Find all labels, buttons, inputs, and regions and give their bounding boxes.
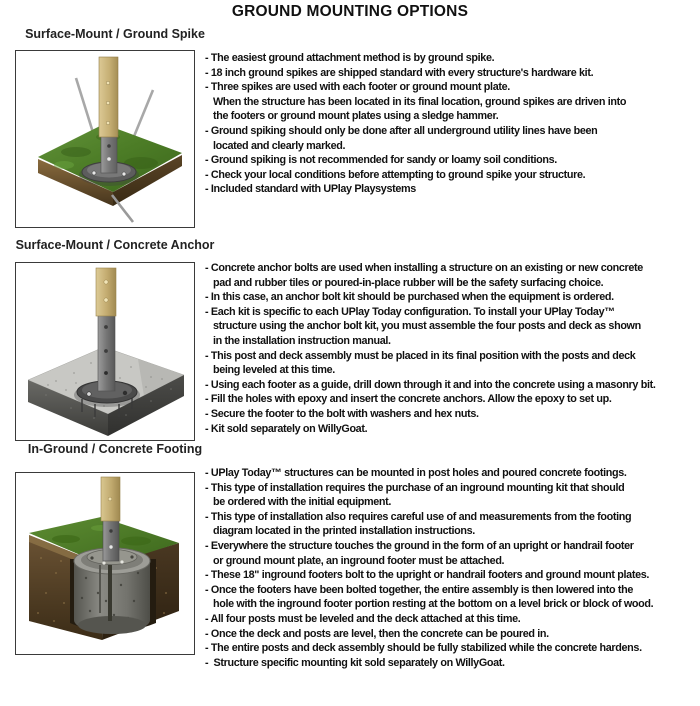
text-line: - Each kit is specific to each UPlay Today configuration. To install your UPlay Today™ xyxy=(205,305,615,318)
ground-spike-image xyxy=(15,50,195,228)
text-line: - This type of installation also requires careful use of and measurements from the footing xyxy=(205,510,632,523)
text-line: - Kit sold separately on WillyGoat. xyxy=(205,422,368,435)
text-line: - Once the footers have been bolted together, the entire assembly is then lowered into the xyxy=(205,583,634,596)
text-line: - In this case, an anchor bolt kit should be purchased when the equipment is ordered. xyxy=(205,291,614,304)
concrete-footing-illustration xyxy=(16,473,194,654)
text-line: diagram located in the printed installation instructions. xyxy=(205,525,475,538)
text-line: - These 18" inground footers bolt to the upright or handrail footers and ground mount plates. xyxy=(205,569,650,582)
text-line: - Concrete anchor bolts are used when installing a structure on an existing or new concrete xyxy=(205,262,643,274)
text-line: - Everywhere the structure touches the ground in the form of an upright or handrail footer xyxy=(205,539,634,552)
text-line: being leveled at this time. xyxy=(205,364,335,377)
text-line: pad and rubber tiles or poured-in-place rubber will be the safety surfacing choice. xyxy=(205,276,604,289)
concrete-anchor-text xyxy=(205,261,700,436)
text-line: - UPlay Today™ structures can be mounted in post holes and poured concrete footings. xyxy=(205,467,627,479)
text-line: - This post and deck assembly must be placed in its final position with the posts and deck xyxy=(205,349,636,362)
section-heading-concrete-footing: In-Ground / Concrete Footing xyxy=(27,442,203,456)
ground-spike-illustration xyxy=(16,51,194,227)
text-line: structure using the anchor bolt kit, you must assemble the four posts and deck as shown xyxy=(205,320,641,333)
text-line: - All four posts must be leveled and the deck attached at this time. xyxy=(205,612,521,625)
section-heading-concrete-anchor: Surface-Mount / Concrete Anchor xyxy=(15,238,215,252)
text-line: be ordered with the initial equipment. xyxy=(205,496,392,509)
text-line: - Fill the holes with epoxy and insert the concrete anchors. Allow the epoxy to set up. xyxy=(205,393,612,406)
text-line: - Three spikes are used with each footer or ground mount plate. xyxy=(205,81,510,94)
text-line: - Structure specific mounting kit sold separately on WillyGoat. xyxy=(205,656,505,669)
text-line: - This type of installation requires the purchase of an inground mounting kit that should xyxy=(205,481,625,494)
text-line: hole with the inground footer portion resting at the bottom on a level brick or block of wood. xyxy=(205,598,654,611)
text-line: - Secure the footer to the bolt with washers and hex nuts. xyxy=(205,407,479,420)
text-line: - Once the deck and posts are level, then the concrete can be poured in. xyxy=(205,627,549,640)
concrete-anchor-illustration xyxy=(16,263,194,440)
text-line: - Ground spiking is not recommended for sandy or loamy soil conditions. xyxy=(205,154,557,167)
text-line: the footers or ground mount plates using a sledge hammer. xyxy=(205,110,499,123)
text-line: - The easiest ground attachment method is by ground spike. xyxy=(205,52,495,64)
concrete-anchor-image xyxy=(15,262,195,441)
text-line: - 18 inch ground spikes are shipped standard with every structure's hardware kit. xyxy=(205,66,594,79)
text-line: located and clearly marked. xyxy=(205,139,346,152)
text-line: - Ground spiking should only be done after all underground utility lines have been xyxy=(205,124,598,137)
text-line: When the structure has been located in its final location, ground spikes are driven into xyxy=(205,95,627,108)
text-line: - The entire posts and deck assembly should be fully stabilized while the concrete hardens. xyxy=(205,642,642,655)
concrete-footing-text xyxy=(205,466,700,670)
page-title: GROUND MOUNTING OPTIONS xyxy=(231,3,469,20)
text-line: - Included standard with UPlay Playsystems xyxy=(205,183,416,196)
text-line: or ground mount plate, an inground footer must be attached. xyxy=(205,554,505,567)
ground-spike-text xyxy=(205,51,700,197)
section-heading-ground-spike: Surface-Mount / Ground Spike xyxy=(25,27,205,41)
text-line: in the installation instruction manual. xyxy=(205,334,391,347)
concrete-footing-image xyxy=(15,472,195,655)
text-line: - Check your local conditions before attempting to ground spike your structure. xyxy=(205,168,586,181)
text-line: - Using each footer as a guide, drill down through it and into the concrete using a masonry bit. xyxy=(205,378,656,391)
